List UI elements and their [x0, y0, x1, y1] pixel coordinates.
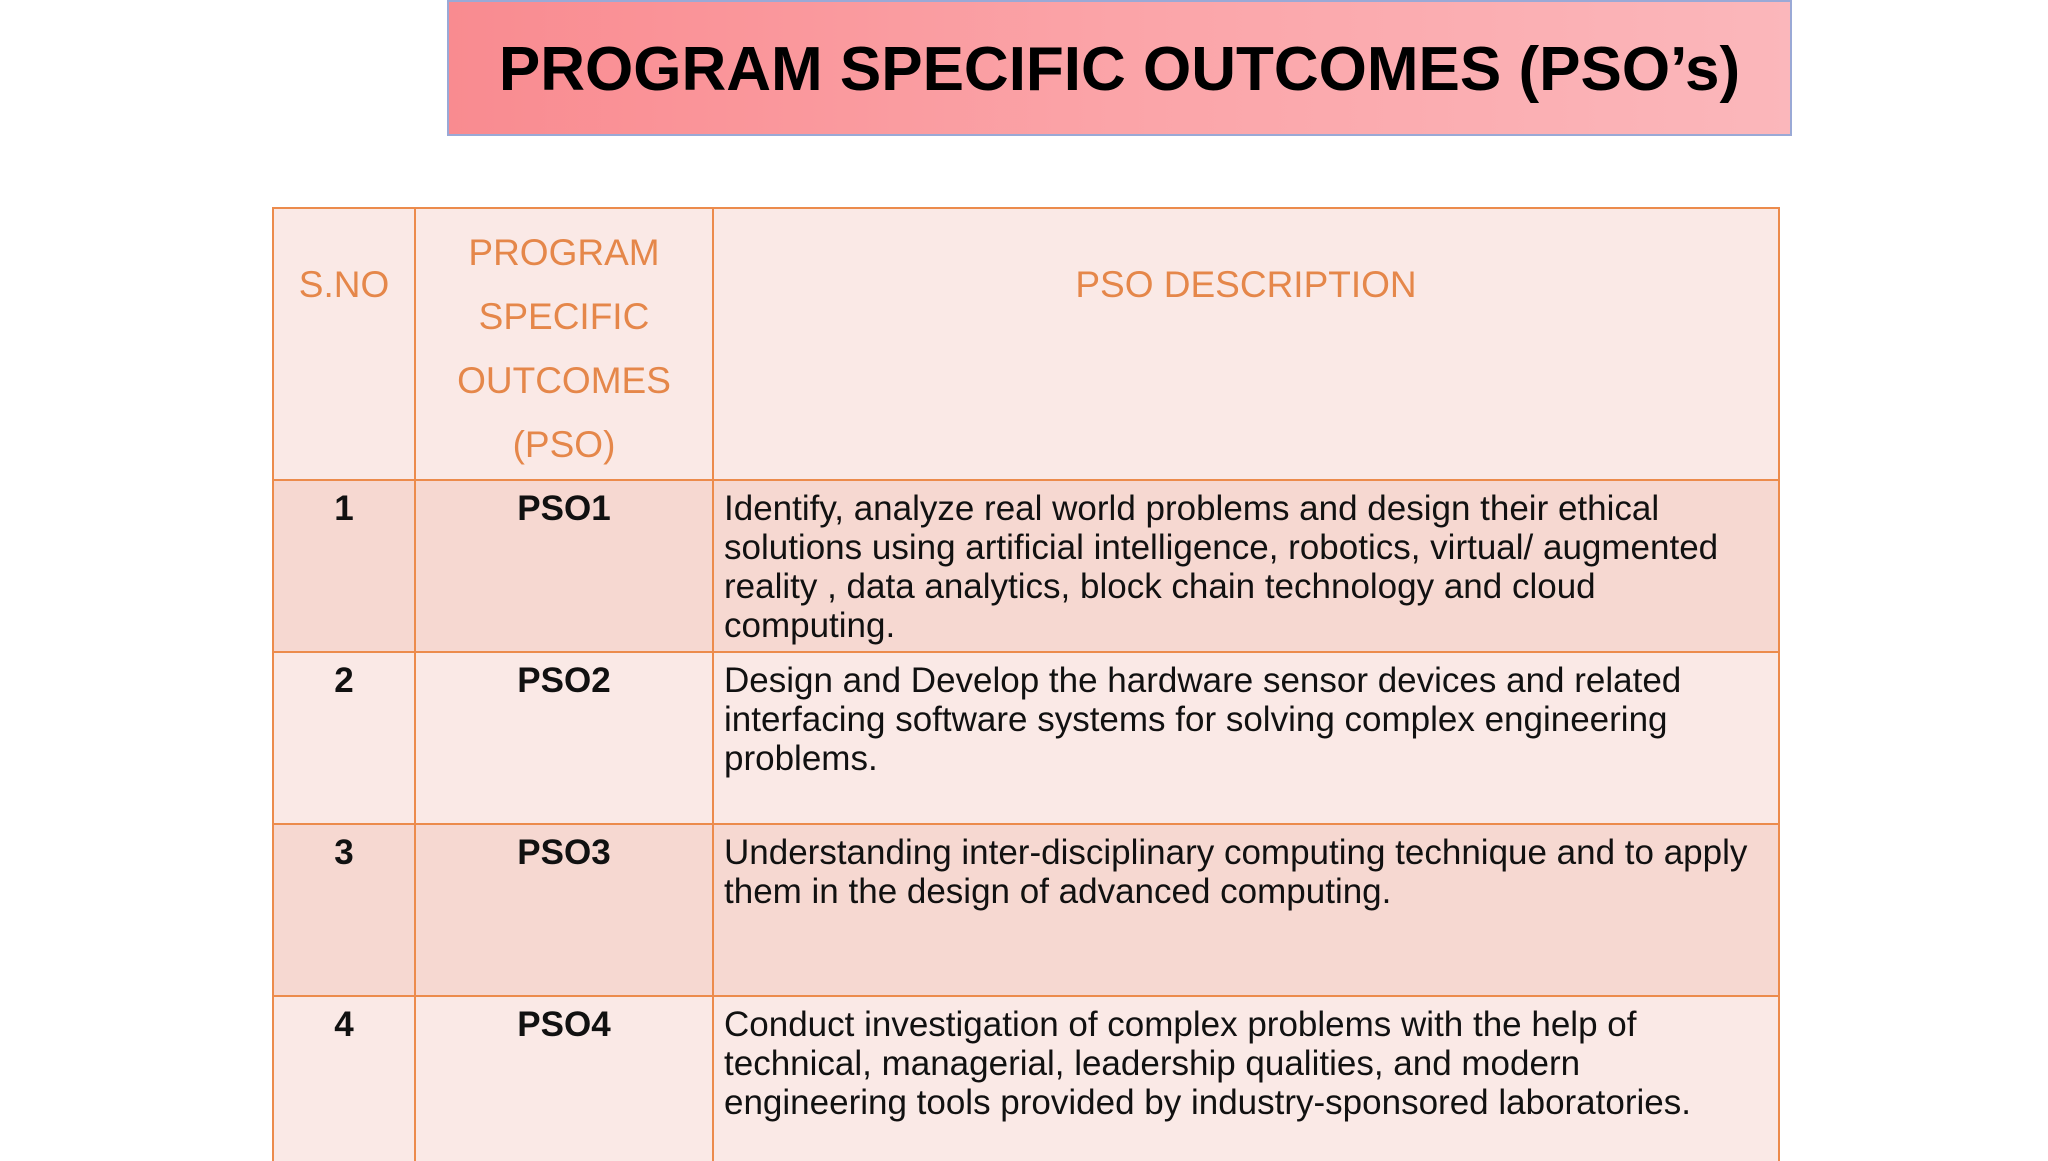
row-sno: 4 [273, 996, 415, 1161]
column-header-pso-line: PROGRAM [468, 232, 660, 273]
column-header-pso [415, 208, 713, 480]
table-row [273, 480, 1779, 652]
column-header-pso-line: (PSO) [512, 424, 616, 465]
row-description: Design and Develop the hardware sensor devices and related interfacing software systems for solving complex engineering problems. [713, 652, 1779, 824]
table-row [273, 824, 1779, 996]
table-row [273, 996, 1779, 1161]
column-header-sno: S.NO [273, 208, 415, 480]
row-pso-code: PSO3 [415, 824, 713, 996]
row-sno: 2 [273, 652, 415, 824]
column-header-description: PSO DESCRIPTION [713, 208, 1779, 480]
row-pso-code: PSO1 [415, 480, 713, 652]
column-header-pso-line: OUTCOMES [457, 360, 671, 401]
title-banner [447, 0, 1792, 136]
row-description: Identify, analyze real world problems and design their ethical solutions using artificial intelligence, robotics, virtual/ augmented reality , data analytics, block chain technology and cloud computing. [713, 480, 1779, 652]
table-row [273, 652, 1779, 824]
row-pso-code: PSO4 [415, 996, 713, 1161]
row-description: Understanding inter-disciplinary computing technique and to apply them in the design of advanced computing. [713, 824, 1779, 996]
row-description: Conduct investigation of complex problems with the help of technical, managerial, leadership qualities, and modern engineering tools provided by industry-sponsored laboratories. [713, 996, 1779, 1161]
row-sno: 3 [273, 824, 415, 996]
row-sno: 1 [273, 480, 415, 652]
row-pso-code: PSO2 [415, 652, 713, 824]
pso-table [272, 207, 1780, 1161]
table-header-row [273, 208, 1779, 480]
column-header-pso-line: SPECIFIC [478, 296, 650, 337]
page-title: PROGRAM SPECIFIC OUTCOMES (PSO’s) [498, 34, 1741, 104]
